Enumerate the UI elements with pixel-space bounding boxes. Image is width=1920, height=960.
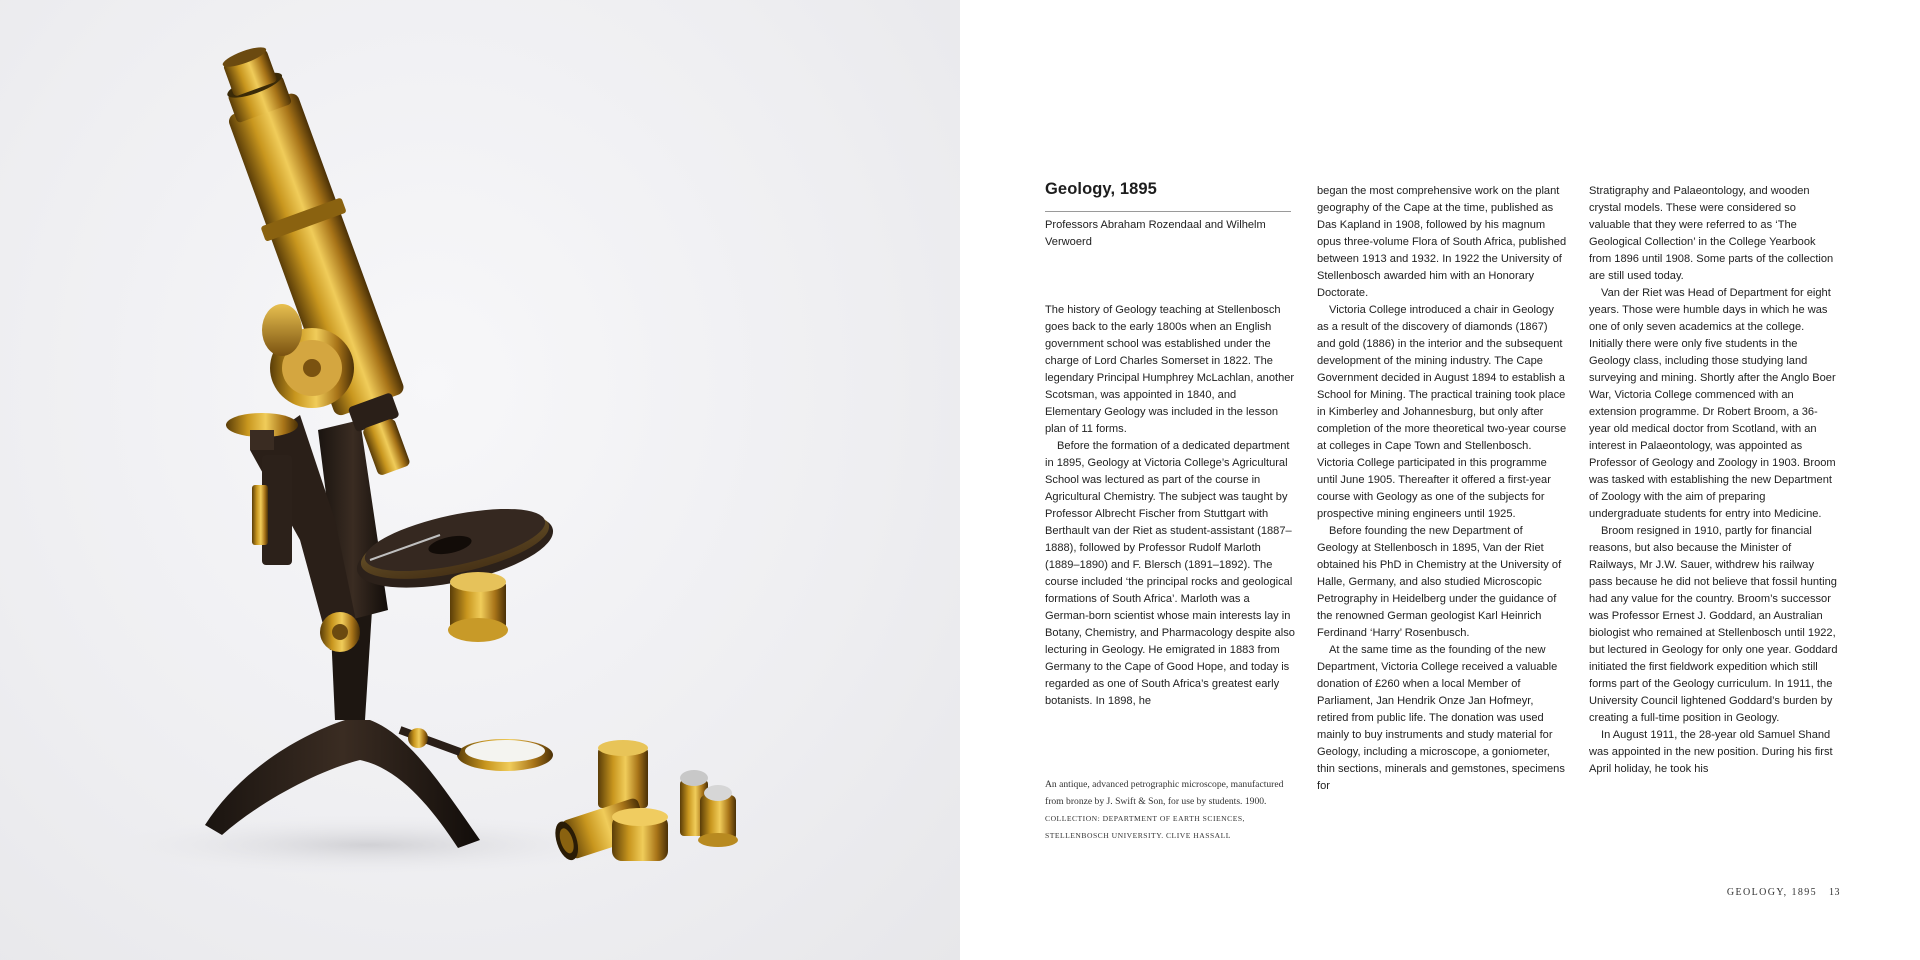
article-authors: Professors Abraham Rozendaal and Wilhelm Verwoerd bbox=[1045, 219, 1266, 248]
caption-credit: COLLECTION: DEPARTMENT OF EARTH SCIENCES, STELLENBOSCH UNIVERSITY. CLIVE HASSALL bbox=[1045, 814, 1245, 840]
paragraph: began the most comprehensive work on the plant geography of the Cape at the time, published as Das Kapland in 1908, followed by his magnum opus three-volume Flora of South Africa, published between 1913 and 1932. In 1922 the University of Stellenbosch awarded him with an Honorary Doctorate. bbox=[1317, 185, 1567, 299]
page-number: 13 bbox=[1829, 887, 1840, 898]
page-footer bbox=[1727, 887, 1840, 898]
paragraph: At the same time as the founding of the new Department, Victoria College received a valuable donation of £260 when a local Member of Parliament, Jan Hendrik Onze Jan Hofmeyr, retired from public life. The donation was used mainly to buy instruments and study material for Geology, including a microscope, a goniometer, thin sections, minerals and gemstones, specimens for bbox=[1317, 644, 1565, 792]
paragraph: Victoria College introduced a chair in Geology as a result of the discovery of diamonds (1867) and gold (1886) in the interior and the subsequent development of the mining industry. The Cape Government decided in August 1894 to establish a School for Mining. The practical training took place in Kimberley and Johannesburg, but only after completion of the more theoretical two-year course at colleges in Cape Town and Stellenbosch. Victoria College participated in this programme until June 1905. Thereafter it offered a first-year course with Geology as one of the subjects for prospective mining engineers until 1925. bbox=[1317, 304, 1567, 520]
column-2-text bbox=[1317, 183, 1567, 795]
paragraph: Before founding the new Department of Geology at Stellenbosch in 1895, Van der Riet obtained his PhD in Chemistry at the University of Halle, Germany, and also studied Microscopic Petrography in Heidelberg under the guidance of the renowned German geologist Karl Heinrich Ferdinand ‘Harry’ Rosenbusch. bbox=[1317, 525, 1562, 639]
running-head: GEOLOGY, 1895 bbox=[1726, 887, 1818, 898]
paragraph: In August 1911, the 28-year old Samuel Shand was appointed in the new position. During his first April holiday, he took his bbox=[1589, 729, 1833, 775]
paragraph: Broom resigned in 1910, partly for financial reasons, but also because the Minister of Railways, Mr J.W. Sauer, withdrew his railway pass because he did not believe that fossil hunting had any value for the country. Broom’s successor was Professor Ernest J. Goddard, an Australian biologist who remained at Stellenbosch until 1922, but lectured in Geology for only one year. Goddard initiated the first fieldwork expedition which still forms part of the Geology curriculum. In 1911, the University Council lightened Goddard’s burden by creating a full-time position in Geology. bbox=[1589, 525, 1838, 724]
title-rule bbox=[1045, 211, 1291, 212]
paragraph: Stratigraphy and Palaeontology, and wooden crystal models. These were considered so valuable that they were referred to as ‘The Geological Collection’ in the College Yearbook from 1896 until 1908. Some parts of the collection are still used today. bbox=[1589, 185, 1834, 282]
column-3-text bbox=[1589, 183, 1839, 778]
text-page bbox=[960, 0, 1920, 960]
paragraph: Van der Riet was Head of Department for eight years. Those were humble days in which he was one of only seven academics at the college. Initially there were only five students in the Geology class, including those studying land surveying and mining. Shortly after the Anglo Boer War, Victoria College commenced with an extension programme. Dr Robert Broom, a 36-year old medical doctor from Scotland, with an interest in Palaeontology, was appointed as Professor of Geology and Zoology in 1903. Broom was tasked with establishing the new Department of Zoology with the aim of preparing undergraduate students for entry into Medicine. bbox=[1589, 287, 1836, 520]
paragraph: The history of Geology teaching at Stellenbosch goes back to the early 1800s when an English government school was established under the charge of Lord Charles Somerset in 1822. The legendary Principal Humphrey McLachlan, another Scotsman, was appointed in 1840, and Elementary Geology was included in the lesson plan of 11 forms. bbox=[1045, 304, 1295, 435]
column-1-text bbox=[1045, 302, 1295, 710]
paragraph: Before the formation of a dedicated department in 1895, Geology at Victoria College’s Agricultural School was lectured as part of the course in Agricultural Chemistry. The subject was taught by Professor Albrecht Fischer from Stuttgart with Berthault van der Riet as student-assistant (1887–1888), followed by Professor Rudolf Marloth (1889–1890) and F. Blersch (1891–1892). The course included ‘the principal rocks and geological formations of South Africa’. Marloth was a German-born scientist whose main interests lay in Botany, Chemistry, and Pharmacology despite also lecturing in Geology. He emigrated in 1883 from Germany to the Cape of Good Hope, and today is regarded as one of South Africa’s greatest early botanists. In 1898, he bbox=[1045, 440, 1295, 707]
caption-text: An antique, advanced petrographic microscope, manufactured from bronze by J. Swift & Son, for use by students. 1900. bbox=[1045, 779, 1284, 807]
article-title: Geology, 1895 bbox=[1045, 180, 1157, 198]
photo-caption bbox=[1045, 776, 1295, 844]
